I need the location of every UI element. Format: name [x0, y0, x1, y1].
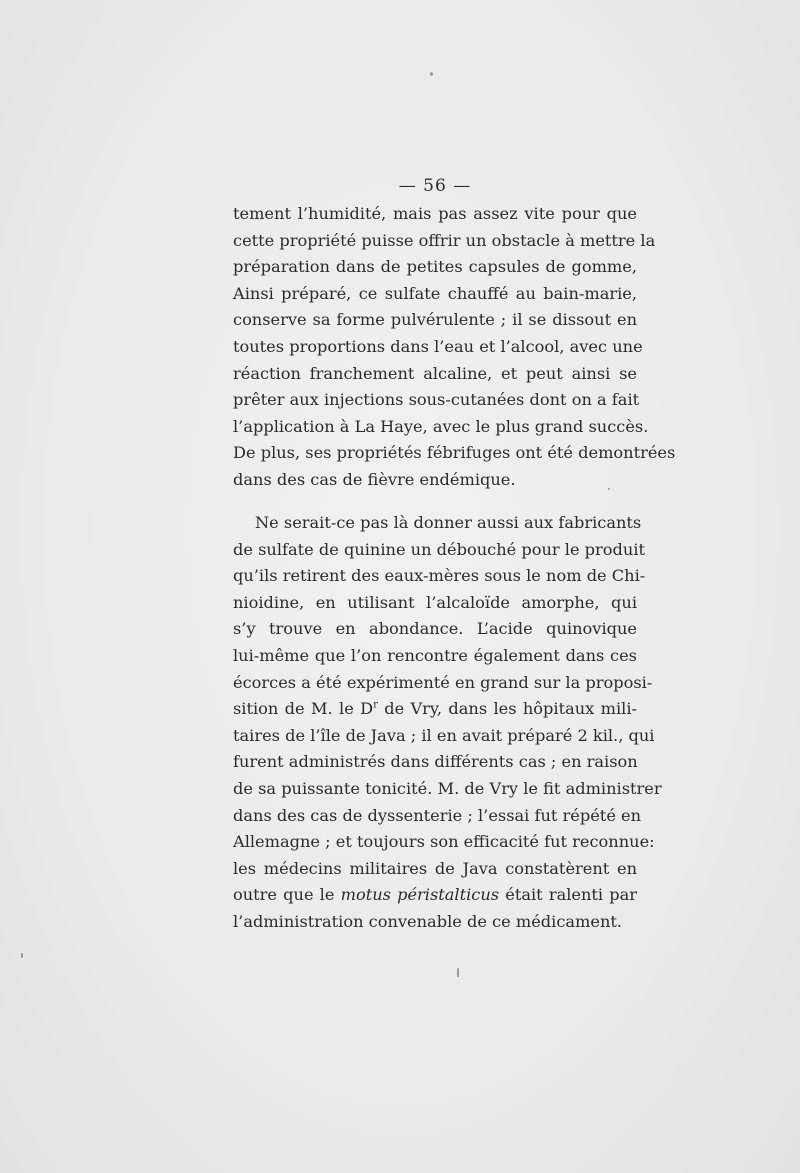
text-line: l’administration convenable de ce médicament. — [233, 911, 623, 931]
text-line: nioidine, en utilisant l’alcaloïde amorphe, qui — [233, 592, 637, 612]
text-line: dans des cas de fièvre endémique. — [233, 469, 516, 489]
paper-speck — [608, 488, 610, 490]
paragraph-1 — [233, 201, 676, 494]
text-line: de sa puissante tonicité. M. de Vry le fit administrer — [233, 778, 662, 798]
text-line: Ainsi préparé, ce sulfate chauffé au bain-marie, — [233, 283, 637, 303]
text-line: écorces a été expérimenté en grand sur la proposi- — [233, 672, 653, 692]
text-line: toutes proportions dans l’eau et l’alcool, avec une — [233, 336, 643, 356]
text-line: préparation dans de petites capsules de gomme, — [233, 257, 637, 277]
text-line: les médecins militaires de Java constatèrent en — [233, 858, 637, 878]
paper-speck — [457, 968, 459, 977]
latin-term: motus péristalticus — [340, 885, 500, 905]
text-line: cette propriété puisse offrir un obstacle à mettre la — [233, 230, 656, 250]
text-line: sition de M. le $D^r$ de Vry, dans les hôpitaux mili- — [233, 699, 637, 719]
text-line: Ne serait-ce pas là donner aussi aux fabricants — [255, 513, 642, 532]
paper-speck — [430, 72, 433, 76]
text-line: conserve sa forme pulvérulente ; il se dissout en — [233, 310, 637, 330]
text-line: s’y trouve en abondance. L’acide quinovique — [233, 619, 637, 639]
text-line: furent administrés dans différents cas ; en raison — [233, 752, 638, 772]
paper-speck — [21, 953, 23, 958]
text-line: qu’ils retirent des eaux-mères sous le nom de Chi- — [233, 566, 646, 586]
paragraph-2 — [233, 510, 662, 936]
text-line: dans des cas de dyssenterie ; l’essai fut répété en — [233, 805, 642, 825]
text-line: lui-même que l’on rencontre également dans ces — [233, 645, 637, 665]
text-line: de sulfate de quinine un débouché pour le produit — [233, 539, 645, 559]
text-line: Allemagne ; et toujours son efficacité fut reconnue: — [233, 832, 655, 852]
text-line: l’application à La Haye, avec le plus grand succès. — [233, 416, 649, 436]
title-superscript: r — [373, 699, 378, 711]
page-number: — 56 — — [398, 176, 472, 196]
text-line: tement l’humidité, mais pas assez vite pour que — [233, 204, 637, 223]
text-line: prêter aux injections sous-cutanées dont on a fait — [233, 390, 640, 410]
text-line: De plus, ses propriétés fébrifuges ont été demontrées — [233, 443, 676, 463]
text-line: taires de l’île de Java ; il en avait préparé 2 kil., qui — [233, 725, 655, 745]
text-line: outre que le motus péristalticus était ralenti par — [233, 885, 637, 905]
text-line: réaction franchement alcaline, et peut ainsi se — [233, 363, 637, 383]
